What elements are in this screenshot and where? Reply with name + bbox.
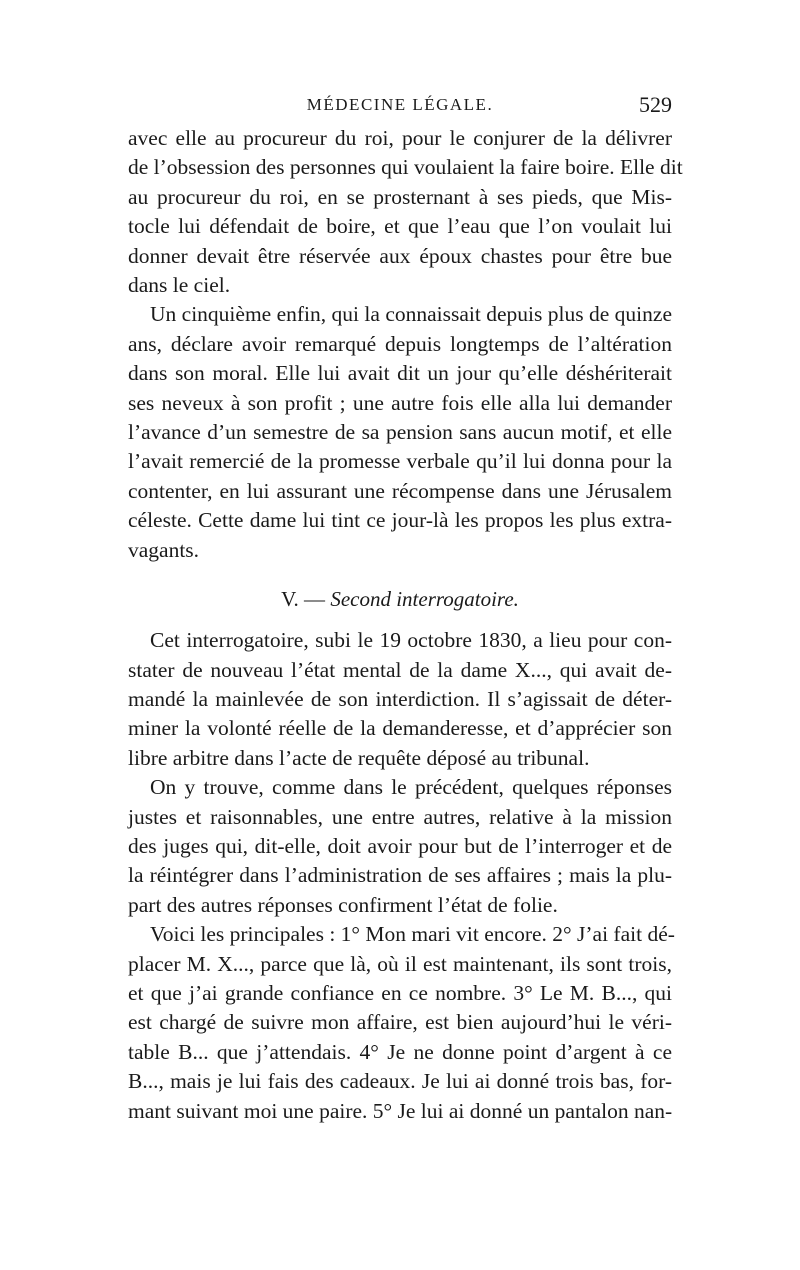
paragraph-group-after-section (128, 626, 675, 1126)
section-number: V. — (281, 587, 326, 612)
text-line: céleste. Cette dame lui tint ce jour-là les propos les plus extra- (128, 508, 672, 533)
paragraph (128, 300, 672, 565)
paragraph (128, 773, 672, 920)
text-line: ses neveux à son profit ; une autre fois elle alla lui demander (128, 390, 672, 415)
page-body (128, 124, 683, 1126)
paragraph (128, 920, 675, 1126)
text-line: donner devait être réservée aux époux chastes pour être bue (128, 243, 672, 268)
text-line: stater de nouveau l’état mental de la dame X..., qui avait de- (128, 657, 672, 682)
text-line: tocle lui défendait de boire, et que l’eau que l’on voulait lui (128, 214, 672, 239)
text-line: mant suivant moi une paire. 5° Je lui ai donné un pantalon nan- (128, 1098, 673, 1123)
text-line: contenter, en lui assurant une récompense dans une Jérusalem (128, 478, 672, 503)
text-line: vagants. (128, 537, 200, 562)
text-line: justes et raisonnables, une entre autres, relative à la mission (128, 804, 672, 829)
text-line: B..., mais je lui fais des cadeaux. Je lui ai donné trois bas, for- (128, 1069, 672, 1094)
text-line: Un cinquième enfin, qui la connaissait depuis plus de quinze (150, 302, 672, 327)
text-line: ans, déclare avoir remarqué depuis longtemps de l’altération (128, 331, 672, 356)
paragraph (128, 626, 672, 773)
text-line: l’avait remercié de la promesse verbale qu’il lui donna pour la (128, 449, 672, 474)
text-line: mandé la mainlevée de son interdiction. Il s’agissait de déter- (128, 686, 672, 711)
text-line: la réintégrer dans l’administration de ses affaires ; mais la plu- (128, 863, 672, 888)
text-line: dans son moral. Elle lui avait dit un jour qu’elle déshériterait (128, 361, 672, 386)
text-line: l’avance d’un semestre de sa pension sans aucun motif, et elle (128, 420, 672, 445)
text-line: Voici les principales : 1° Mon mari vit encore. 2° J’ai fait dé- (150, 922, 675, 947)
page-number: 529 (639, 92, 672, 117)
paragraph-group-before-section (128, 124, 683, 565)
text-line: avec elle au procureur du roi, pour le conjurer de la délivrer (128, 126, 672, 150)
text-line: table B... que j’attendais. 4° Je ne donne point d’argent à ce (128, 1039, 672, 1064)
text-line: libre arbitre dans l’acte de requête déposé au tribunal. (128, 745, 590, 770)
text-line: et que j’ai grande confiance en ce nombre. 3° Le M. B..., qui (128, 980, 672, 1005)
text-line: est chargé de suivre mon affaire, est bien aujourd’hui le véri- (128, 1010, 672, 1035)
text-line: au procureur du roi, en se prosternant à ses pieds, que Mis- (128, 184, 672, 209)
paragraph (128, 124, 683, 300)
running-head: MÉDECINE LÉGALE. (306, 95, 494, 114)
text-line: On y trouve, comme dans le précédent, quelques réponses (150, 775, 672, 800)
text-line: dans le ciel. (128, 273, 231, 298)
text-line: miner la volonté réelle de la demanderesse, et d’apprécier son (128, 716, 672, 741)
page-header (128, 88, 672, 122)
text-line: Cet interrogatoire, subi le 19 octobre 1830, a lieu pour con- (150, 628, 672, 653)
section-title: Second interrogatoire. (330, 587, 519, 612)
text-line: de l’obsession des personnes qui voulaient la faire boire. Elle dit (128, 155, 683, 180)
text-line: des juges qui, dit-elle, doit avoir pour but de l’interroger et de (128, 833, 672, 858)
section-heading (128, 584, 672, 614)
text-line: part des autres réponses confirment l’état de folie. (128, 892, 558, 917)
text-line: placer M. X..., parce que là, où il est maintenant, ils sont trois, (128, 951, 672, 976)
